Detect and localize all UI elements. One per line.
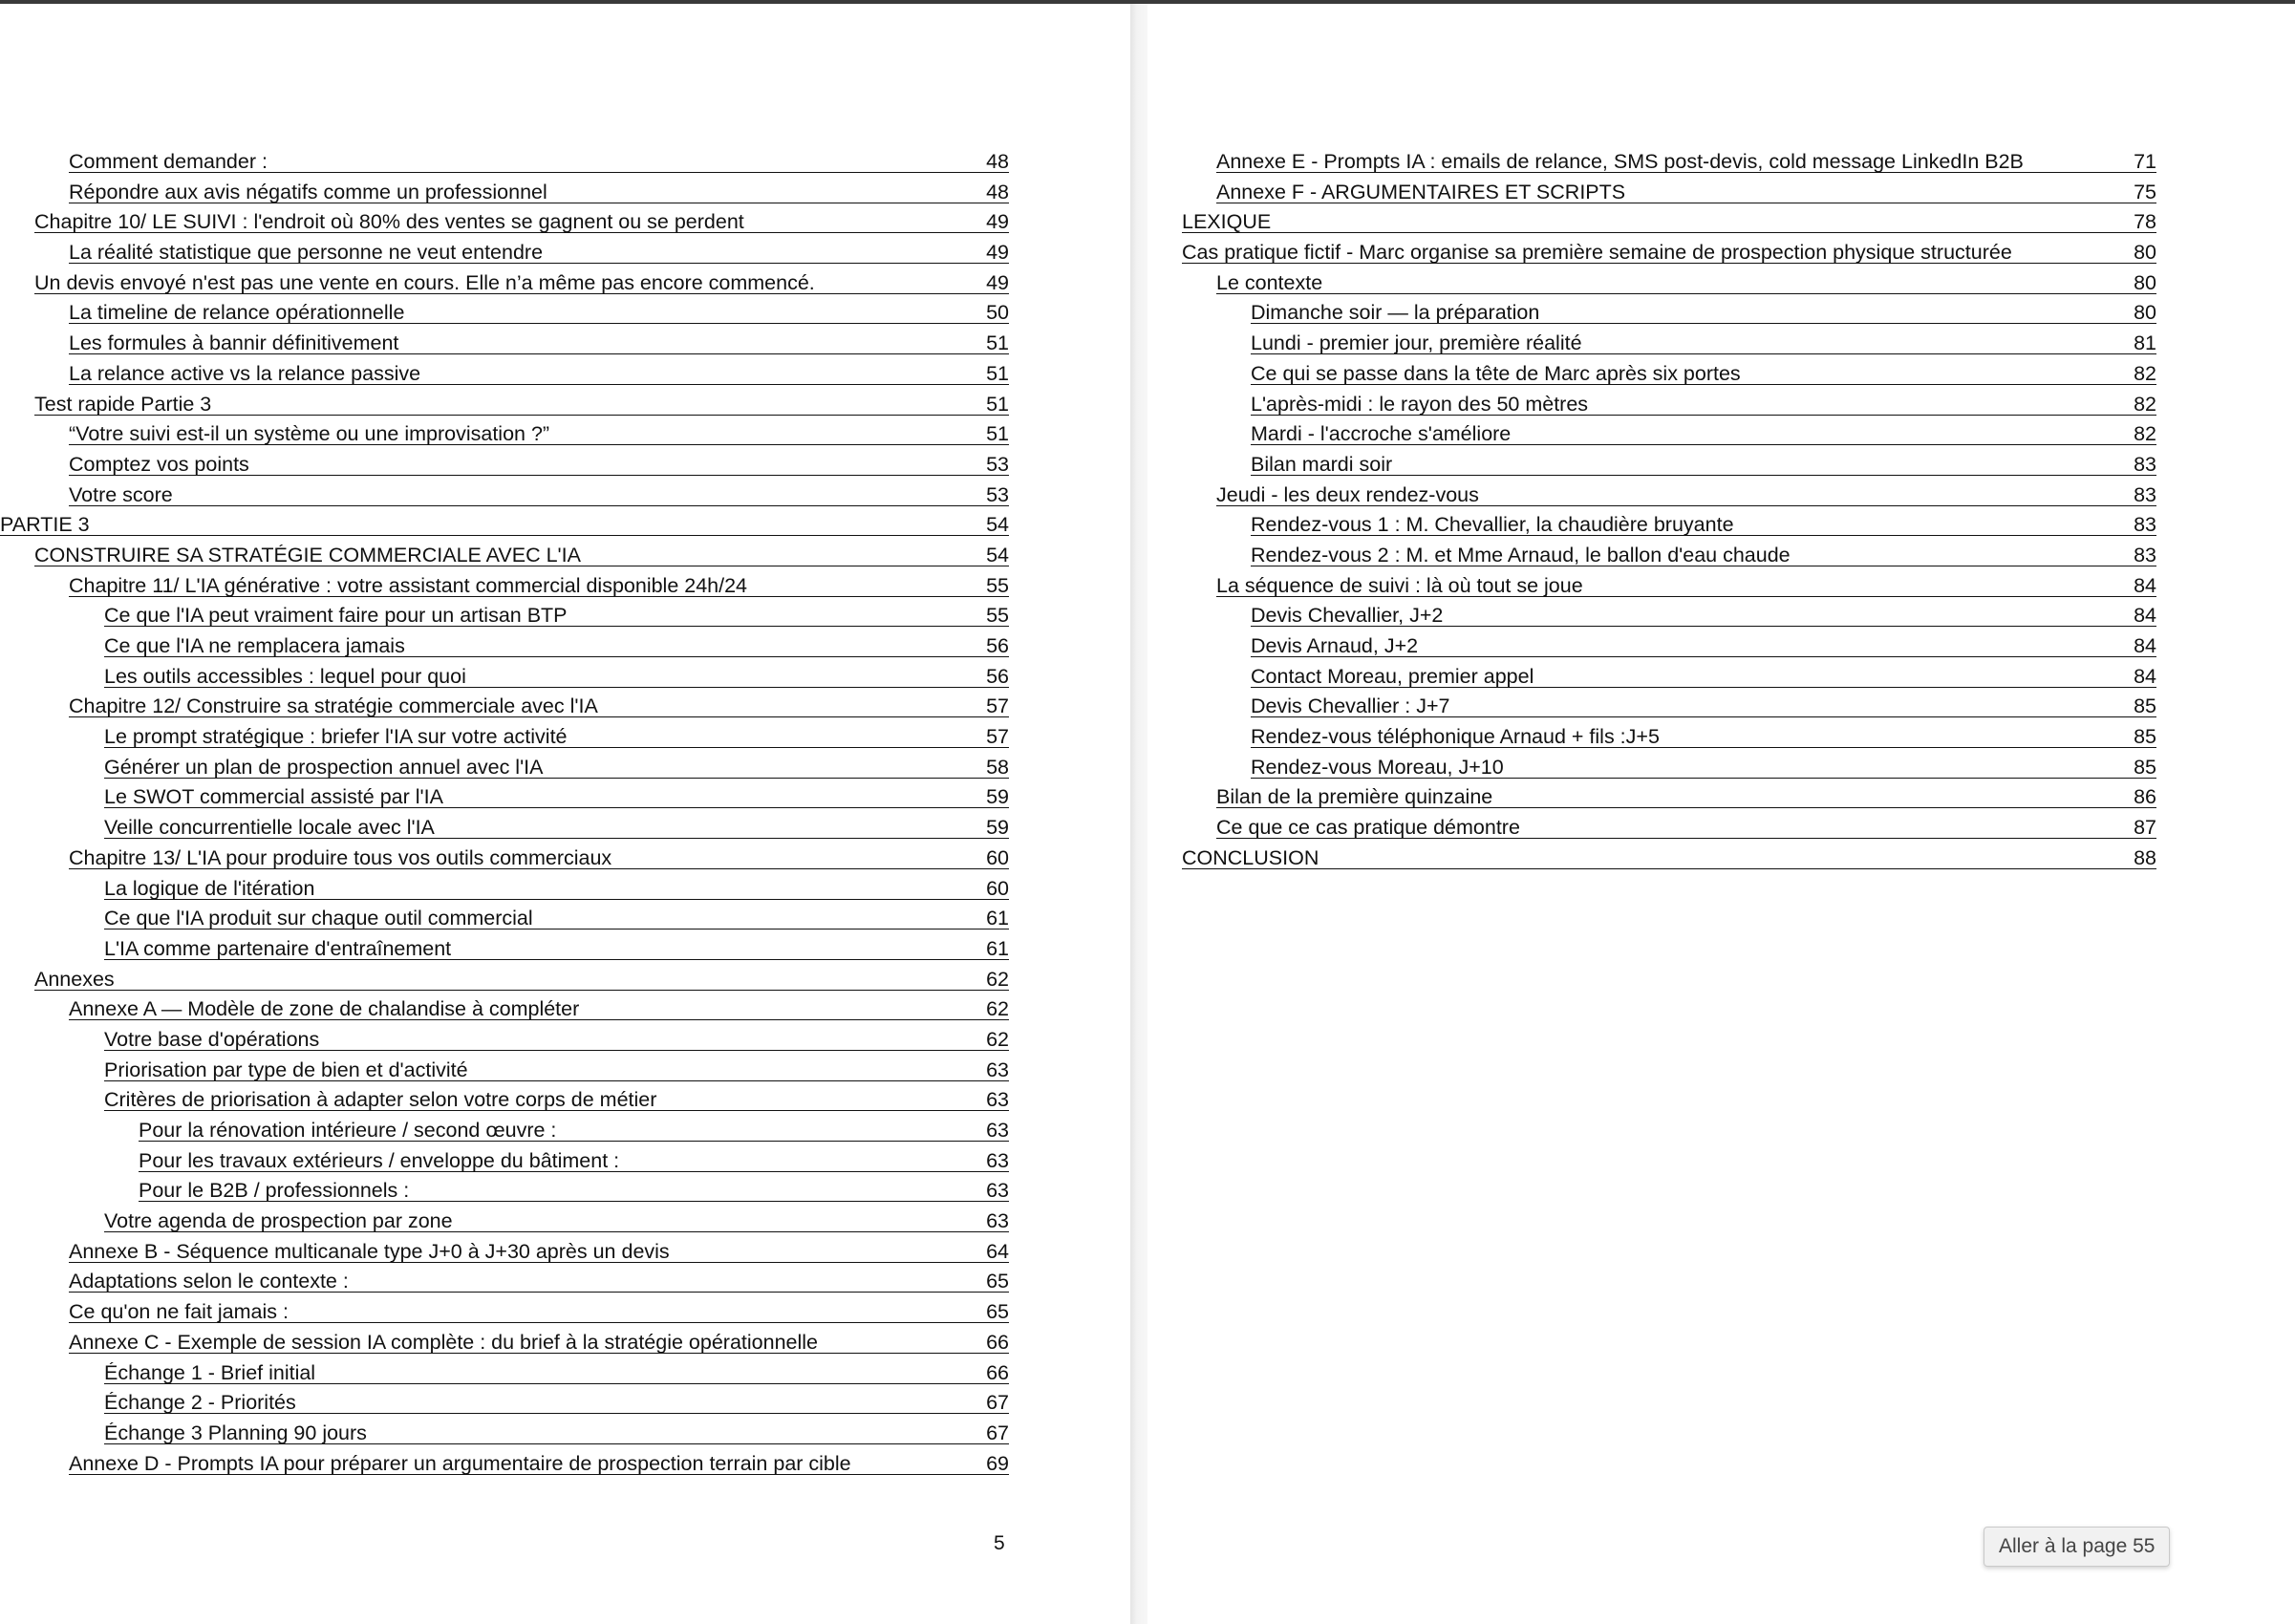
toc-entry-link[interactable] bbox=[104, 755, 1009, 779]
toc-entry-title: Devis Arnaud, J+2 bbox=[1251, 635, 1419, 656]
toc-entry-link[interactable] bbox=[69, 1299, 1009, 1323]
toc-entry-link[interactable] bbox=[139, 1178, 1009, 1202]
toc-entry-page: 82 bbox=[2134, 361, 2156, 385]
toc-entry[interactable] bbox=[0, 599, 1009, 630]
toc-entry-title: L'après-midi : le rayon des 50 mètres bbox=[1251, 393, 1589, 415]
toc-entry-title: Adaptations selon le contexte : bbox=[69, 1271, 349, 1293]
toc-entry-page: 51 bbox=[986, 361, 1009, 385]
toc-entry-page: 51 bbox=[986, 331, 1009, 355]
toc-entry[interactable] bbox=[0, 1326, 1009, 1357]
toc-entry-page: 49 bbox=[986, 241, 1009, 265]
toc-entry[interactable] bbox=[0, 993, 1009, 1023]
toc-entry-page: 80 bbox=[2134, 301, 2156, 325]
toc-entry-page: 83 bbox=[2134, 452, 2156, 476]
toc-entry-page: 82 bbox=[2134, 392, 2156, 416]
toc-entry[interactable] bbox=[0, 751, 1009, 781]
toc-entry-title: Annexes bbox=[34, 968, 115, 990]
toc-entry[interactable] bbox=[0, 1023, 1009, 1054]
toc-entry[interactable] bbox=[0, 205, 1009, 236]
toc-entry[interactable] bbox=[1182, 327, 2156, 357]
toc-entry-page: 60 bbox=[986, 876, 1009, 900]
toc-entry-title: Les formules à bannir définitivement bbox=[69, 332, 399, 354]
toc-entry-link[interactable] bbox=[104, 724, 1009, 748]
toc-entry[interactable] bbox=[0, 842, 1009, 872]
toc-entry-title: Critères de priorisation à adapter selon votre corps de métier bbox=[104, 1089, 657, 1111]
toc-entry-page: 71 bbox=[2134, 150, 2156, 173]
toc-entry-title: Dimanche soir — la préparation bbox=[1251, 302, 1540, 324]
toc-entry[interactable] bbox=[1182, 205, 2156, 236]
toc-entry-link[interactable] bbox=[104, 1087, 1009, 1111]
toc-entry[interactable] bbox=[0, 932, 1009, 963]
toc-entry-title: Annexe D - Prompts IA pour préparer un argumentaire de prospection terrain par cible bbox=[69, 1452, 851, 1474]
toc-entry-title: Devis Chevallier, J+2 bbox=[1251, 605, 1444, 627]
toc-entry-page: 61 bbox=[986, 907, 1009, 930]
toc-entry-link[interactable] bbox=[34, 543, 1009, 566]
page-right bbox=[1148, 4, 2295, 1624]
toc-entry-page: 82 bbox=[2134, 422, 2156, 446]
toc-entry-link[interactable] bbox=[1251, 331, 2156, 354]
toc-entry-page: 61 bbox=[986, 936, 1009, 960]
toc-entry-title: La séquence de suivi : là où tout se joue bbox=[1216, 574, 1583, 596]
toc-entry[interactable] bbox=[0, 267, 1009, 297]
toc-entry-page: 59 bbox=[986, 816, 1009, 840]
toc-entry[interactable] bbox=[1182, 176, 2156, 206]
toc-entry[interactable] bbox=[1182, 690, 2156, 720]
toc-entry-link[interactable] bbox=[1251, 694, 2156, 717]
toc-entry-link[interactable] bbox=[69, 482, 1009, 506]
toc-entry-title: Rendez-vous 2 : M. et Mme Arnaud, le ballon d'eau chaude bbox=[1251, 544, 1791, 566]
toc-entry-title: Votre score bbox=[69, 483, 173, 505]
toc-entry-title: Annexe C - Exemple de session IA complète : du brief à la stratégie opérationnelle bbox=[69, 1331, 819, 1353]
toc-entry-title: Répondre aux avis négatifs comme un professionnel bbox=[69, 181, 547, 203]
toc-entry-link[interactable] bbox=[104, 936, 1009, 960]
toc-entry[interactable] bbox=[1182, 145, 2156, 176]
toc-entry-page: 55 bbox=[986, 604, 1009, 628]
toc-entry-page: 63 bbox=[986, 1119, 1009, 1142]
toc-entry-link[interactable] bbox=[1251, 603, 2156, 627]
toc-entry[interactable] bbox=[1182, 417, 2156, 448]
toc-entry-title: Ce qu'on ne fait jamais : bbox=[69, 1301, 289, 1323]
toc-entry-link[interactable] bbox=[104, 633, 1009, 657]
toc-entry-link[interactable] bbox=[69, 1269, 1009, 1293]
toc-entry[interactable] bbox=[0, 1265, 1009, 1295]
toc-entry-page: 67 bbox=[986, 1391, 1009, 1415]
toc-entry-title: PARTIE 3 bbox=[0, 514, 90, 536]
toc-entry-title: Ce que l'IA ne remplacera jamais bbox=[104, 635, 405, 656]
toc-entry-title: Échange 3 Planning 90 jours bbox=[104, 1421, 367, 1443]
toc-entry[interactable] bbox=[0, 1144, 1009, 1175]
toc-entry-link[interactable] bbox=[104, 906, 1009, 930]
toc-entry-title: Générer un plan de prospection annuel avec l'IA bbox=[104, 756, 544, 778]
toc-entry-page: 57 bbox=[986, 725, 1009, 749]
toc-entry-page: 50 bbox=[986, 301, 1009, 325]
toc-entry-title: “Votre suivi est-il un système ou une improvisation ?” bbox=[69, 423, 550, 445]
toc-entry-title: Chapitre 12/ Construire sa stratégie commerciale avec l'IA bbox=[69, 695, 598, 717]
toc-entry-title: Les outils accessibles : lequel pour quoi bbox=[104, 665, 466, 687]
toc-entry-page: 65 bbox=[986, 1270, 1009, 1293]
toc-entry[interactable] bbox=[1182, 479, 2156, 509]
toc-entry-title: Annexe F - ARGUMENTAIRES ET SCRIPTS bbox=[1216, 181, 1626, 203]
toc-entry-page: 85 bbox=[2134, 725, 2156, 749]
toc-entry-link[interactable] bbox=[104, 876, 1009, 900]
toc-entry-link[interactable] bbox=[1251, 755, 2156, 779]
toc-entry-link[interactable] bbox=[1216, 815, 2156, 839]
toc-entry-link[interactable] bbox=[34, 967, 1009, 991]
toc-entry-page: 84 bbox=[2134, 664, 2156, 688]
toc-entry-link[interactable] bbox=[1182, 845, 2156, 869]
toc-entry-title: Lundi - premier jour, première réalité bbox=[1251, 332, 1582, 354]
toc-entry-page: 84 bbox=[2134, 634, 2156, 657]
toc-entry-title: Veille concurrentielle locale avec l'IA bbox=[104, 817, 435, 839]
toc-entry[interactable] bbox=[1182, 357, 2156, 388]
toc-entry-page: 62 bbox=[986, 967, 1009, 991]
toc-entry[interactable] bbox=[1182, 630, 2156, 660]
toc-entry-title: La timeline de relance opérationnelle bbox=[69, 302, 405, 324]
toc-entry-link[interactable] bbox=[104, 815, 1009, 839]
toc-entry-title: Comptez vos points bbox=[69, 453, 249, 475]
toc-entry-title: Chapitre 10/ LE SUIVI : l'endroit où 80% des ventes se gagnent ou se perdent bbox=[34, 211, 744, 233]
toc-entry-link[interactable] bbox=[69, 180, 1009, 203]
toc-entry[interactable] bbox=[0, 417, 1009, 448]
toc-entry-page: 87 bbox=[2134, 816, 2156, 840]
toc-entry-link[interactable] bbox=[69, 452, 1009, 476]
page-number: 5 bbox=[994, 1532, 1005, 1554]
toc-entry-page: 84 bbox=[2134, 573, 2156, 597]
toc-entry-page: 83 bbox=[2134, 543, 2156, 566]
toc-entry-page: 83 bbox=[2134, 482, 2156, 506]
toc-entry-title: Le contexte bbox=[1216, 271, 1323, 293]
toc-entry[interactable] bbox=[0, 236, 1009, 267]
toc-entry-page: 85 bbox=[2134, 755, 2156, 779]
toc-entry-title: Pour les travaux extérieurs / enveloppe du bâtiment : bbox=[139, 1149, 620, 1171]
toc-entry-page: 65 bbox=[986, 1300, 1009, 1324]
toc-entry[interactable] bbox=[0, 1205, 1009, 1235]
toc-entry-title: Ce qui se passe dans la tête de Marc après six portes bbox=[1251, 362, 1741, 384]
toc-entry-link[interactable] bbox=[1251, 724, 2156, 748]
toc-entry-title: Annexe A — Modèle de zone de chalandise à compléter bbox=[69, 998, 580, 1020]
toc-entry-link[interactable] bbox=[139, 1118, 1009, 1142]
toc-entry[interactable] bbox=[0, 1114, 1009, 1144]
toc-entry-page: 69 bbox=[986, 1451, 1009, 1475]
toc-entry[interactable] bbox=[0, 479, 1009, 509]
toc-entry-page: 80 bbox=[2134, 270, 2156, 294]
toc-entry[interactable] bbox=[0, 145, 1009, 176]
toc-entry-title: Chapitre 13/ L'IA pour produire tous vos outils commerciaux bbox=[69, 846, 612, 868]
toc-entry-link[interactable] bbox=[69, 331, 1009, 354]
toc-entry[interactable] bbox=[0, 1357, 1009, 1387]
toc-entry[interactable] bbox=[1182, 539, 2156, 569]
toc-entry-title: Ce que l'IA peut vraiment faire pour un artisan BTP bbox=[104, 605, 568, 627]
toc-entry-title: Mardi - l'accroche s'améliore bbox=[1251, 423, 1512, 445]
toc-entry[interactable] bbox=[0, 1386, 1009, 1417]
toc-entry-link[interactable] bbox=[1251, 361, 2156, 385]
toc-entry-link[interactable] bbox=[104, 1208, 1009, 1232]
table-of-contents-right bbox=[1182, 145, 2156, 872]
toc-entry-title: La relance active vs la relance passive bbox=[69, 362, 421, 384]
toc-entry-title: CONSTRUIRE SA STRATÉGIE COMMERCIALE AVEC L'IA bbox=[34, 544, 581, 566]
toc-entry-page: 67 bbox=[986, 1421, 1009, 1444]
toc-entry[interactable] bbox=[0, 630, 1009, 660]
page-gutter bbox=[1130, 4, 1148, 1624]
toc-entry-link[interactable] bbox=[1216, 180, 2156, 203]
table-of-contents-left bbox=[0, 145, 1009, 1477]
toc-entry-title: Le SWOT commercial assisté par l'IA bbox=[104, 786, 443, 808]
toc-entry-link[interactable] bbox=[1251, 633, 2156, 657]
toc-entry-page: 55 bbox=[986, 573, 1009, 597]
toc-entry-page: 78 bbox=[2134, 210, 2156, 234]
toc-entry-link[interactable] bbox=[69, 1330, 1009, 1354]
toc-entry-link[interactable] bbox=[69, 694, 1009, 717]
toc-entry-title: CONCLUSION bbox=[1182, 846, 1319, 868]
toc-entry-page: 63 bbox=[986, 1058, 1009, 1081]
toc-entry[interactable] bbox=[0, 357, 1009, 388]
toc-entry[interactable] bbox=[0, 1174, 1009, 1205]
toc-entry-link[interactable] bbox=[1216, 573, 2156, 597]
toc-entry-page: 48 bbox=[986, 180, 1009, 203]
toc-entry[interactable] bbox=[0, 1235, 1009, 1266]
toc-entry-page: 54 bbox=[986, 543, 1009, 566]
toc-entry-title: Échange 1 - Brief initial bbox=[104, 1361, 316, 1383]
toc-entry[interactable] bbox=[0, 508, 1009, 539]
toc-entry-title: Votre base d'opérations bbox=[104, 1028, 320, 1050]
toc-entry-link[interactable] bbox=[1216, 270, 2156, 294]
toc-entry-page: 66 bbox=[986, 1360, 1009, 1384]
toc-entry-link[interactable] bbox=[1251, 543, 2156, 566]
toc-entry-title: LEXIQUE bbox=[1182, 211, 1272, 233]
toc-entry-link[interactable] bbox=[1251, 300, 2156, 324]
toc-entry-title: Pour la rénovation intérieure / second œuvre : bbox=[139, 1120, 557, 1141]
toc-entry-link[interactable] bbox=[34, 270, 1009, 294]
toc-entry-link[interactable] bbox=[104, 664, 1009, 688]
toc-entry[interactable] bbox=[0, 1054, 1009, 1084]
toc-entry[interactable] bbox=[0, 963, 1009, 994]
toc-entry-link[interactable] bbox=[104, 1360, 1009, 1384]
toc-entry[interactable] bbox=[1182, 660, 2156, 691]
toc-entry-link[interactable] bbox=[34, 392, 1009, 416]
page-left bbox=[0, 4, 1130, 1624]
toc-entry-link[interactable] bbox=[1182, 240, 2156, 264]
toc-entry-page: 57 bbox=[986, 694, 1009, 718]
toc-entry-title: La logique de l'itération bbox=[104, 877, 315, 899]
toc-entry-title: Ce que l'IA produit sur chaque outil commercial bbox=[104, 908, 533, 930]
toc-entry-link[interactable] bbox=[69, 1239, 1009, 1263]
toc-entry-link[interactable] bbox=[69, 149, 1009, 173]
toc-entry[interactable] bbox=[0, 720, 1009, 751]
go-to-page-button[interactable]: Aller à la page 55 bbox=[1984, 1527, 2170, 1567]
toc-entry-title: Test rapide Partie 3 bbox=[34, 393, 212, 415]
toc-entry-title: Priorisation par type de bien et d'activité bbox=[104, 1058, 468, 1080]
toc-entry-title: Bilan mardi soir bbox=[1251, 453, 1393, 475]
toc-entry-page: 84 bbox=[2134, 604, 2156, 628]
toc-entry[interactable] bbox=[1182, 842, 2156, 872]
toc-entry-link[interactable] bbox=[139, 1148, 1009, 1172]
toc-entry-link[interactable] bbox=[104, 784, 1009, 808]
toc-entry[interactable] bbox=[0, 569, 1009, 600]
toc-entry-link[interactable] bbox=[1251, 664, 2156, 688]
toc-entry-title: La réalité statistique que personne ne veut entendre bbox=[69, 242, 544, 264]
toc-entry[interactable] bbox=[1182, 296, 2156, 327]
toc-entry-page: 64 bbox=[986, 1239, 1009, 1263]
toc-entry-page: 53 bbox=[986, 482, 1009, 506]
toc-entry-link[interactable] bbox=[69, 361, 1009, 385]
toc-entry[interactable] bbox=[0, 539, 1009, 569]
toc-entry-link[interactable] bbox=[69, 240, 1009, 264]
toc-entry-title: Pour le B2B / professionnels : bbox=[139, 1180, 410, 1202]
toc-entry[interactable] bbox=[1182, 388, 2156, 418]
toc-entry[interactable] bbox=[1182, 780, 2156, 811]
toc-entry[interactable] bbox=[0, 811, 1009, 842]
toc-entry-title: Le prompt stratégique : briefer l'IA sur votre activité bbox=[104, 726, 568, 748]
toc-entry[interactable] bbox=[0, 1447, 1009, 1478]
toc-entry-page: 59 bbox=[986, 785, 1009, 809]
toc-entry-title: Un devis envoyé n'est pas une vente en cours. Elle n’a même pas encore commencé. bbox=[34, 271, 815, 293]
toc-entry-title: Échange 2 - Priorités bbox=[104, 1392, 296, 1414]
toc-entry[interactable] bbox=[0, 388, 1009, 418]
toc-entry-title: Contact Moreau, premier appel bbox=[1251, 665, 1534, 687]
toc-entry[interactable] bbox=[1182, 569, 2156, 600]
toc-entry[interactable] bbox=[0, 327, 1009, 357]
toc-entry-page: 51 bbox=[986, 422, 1009, 446]
toc-entry-title: Annexe B - Séquence multicanale type J+0 à J+30 après un devis bbox=[69, 1240, 670, 1262]
toc-entry-title: Annexe E - Prompts IA : emails de relance, SMS post-devis, cold message LinkedIn B2B bbox=[1216, 151, 2024, 172]
toc-entry-title: Ce que ce cas pratique démontre bbox=[1216, 817, 1520, 839]
toc-entry[interactable] bbox=[0, 176, 1009, 206]
toc-entry[interactable] bbox=[0, 872, 1009, 903]
toc-entry-link[interactable] bbox=[104, 1058, 1009, 1081]
toc-entry-title: Bilan de la première quinzaine bbox=[1216, 786, 1493, 808]
toc-entry-page: 63 bbox=[986, 1148, 1009, 1172]
toc-entry-page: 63 bbox=[986, 1088, 1009, 1112]
toc-entry[interactable] bbox=[1182, 599, 2156, 630]
toc-entry[interactable] bbox=[0, 1083, 1009, 1114]
toc-entry[interactable] bbox=[0, 448, 1009, 479]
toc-entry-page: 48 bbox=[986, 150, 1009, 173]
toc-entry-page: 54 bbox=[986, 513, 1009, 537]
toc-entry[interactable] bbox=[1182, 720, 2156, 751]
toc-entry-page: 83 bbox=[2134, 513, 2156, 537]
toc-entry[interactable] bbox=[1182, 448, 2156, 479]
toc-entry[interactable] bbox=[1182, 508, 2156, 539]
toc-entry-link[interactable] bbox=[1251, 421, 2156, 445]
toc-entry-title: Chapitre 11/ L'IA générative : votre assistant commercial disponible 24h/24 bbox=[69, 574, 748, 596]
toc-entry[interactable] bbox=[0, 660, 1009, 691]
toc-entry-link[interactable] bbox=[1216, 482, 2156, 506]
toc-entry-title: Rendez-vous 1 : M. Chevallier, la chaudière bruyante bbox=[1251, 514, 1734, 536]
toc-entry-title: Rendez-vous téléphonique Arnaud + fils :J+5 bbox=[1251, 726, 1660, 748]
toc-entry-page: 49 bbox=[986, 270, 1009, 294]
toc-entry-title: Rendez-vous Moreau, J+10 bbox=[1251, 756, 1504, 778]
toc-entry[interactable] bbox=[0, 690, 1009, 720]
toc-entry-page: 80 bbox=[2134, 241, 2156, 265]
toc-entry-title: Devis Chevallier : J+7 bbox=[1251, 695, 1450, 717]
toc-entry-page: 62 bbox=[986, 997, 1009, 1021]
toc-entry-page: 85 bbox=[2134, 694, 2156, 718]
toc-entry-link[interactable] bbox=[104, 603, 1009, 627]
toc-entry-page: 63 bbox=[986, 1209, 1009, 1233]
toc-entry[interactable] bbox=[1182, 236, 2156, 267]
document-viewer[interactable] bbox=[0, 4, 2295, 1624]
toc-entry[interactable] bbox=[1182, 811, 2156, 842]
toc-entry-page: 81 bbox=[2134, 331, 2156, 355]
toc-entry-page: 51 bbox=[986, 392, 1009, 416]
toc-entry-link[interactable] bbox=[69, 996, 1009, 1020]
toc-entry-page: 60 bbox=[986, 845, 1009, 869]
toc-entry-page: 63 bbox=[986, 1179, 1009, 1203]
toc-entry-title: Votre agenda de prospection par zone bbox=[104, 1210, 453, 1232]
toc-entry-title: Cas pratique fictif - Marc organise sa première semaine de prospection physique structurée bbox=[1182, 242, 2012, 264]
toc-entry[interactable] bbox=[0, 780, 1009, 811]
toc-entry-page: 88 bbox=[2134, 845, 2156, 869]
toc-entry-link[interactable] bbox=[34, 209, 1009, 233]
toc-entry-link[interactable] bbox=[1251, 392, 2156, 416]
toc-entry[interactable] bbox=[1182, 751, 2156, 781]
toc-entry-page: 66 bbox=[986, 1330, 1009, 1354]
toc-entry[interactable] bbox=[0, 296, 1009, 327]
toc-entry-page: 62 bbox=[986, 1027, 1009, 1051]
toc-entry-link[interactable] bbox=[104, 1421, 1009, 1444]
toc-entry-link[interactable] bbox=[69, 300, 1009, 324]
toc-entry-link[interactable] bbox=[0, 512, 1009, 536]
toc-entry-link[interactable] bbox=[69, 845, 1009, 869]
toc-entry[interactable] bbox=[1182, 267, 2156, 297]
toc-entry-link[interactable] bbox=[1251, 452, 2156, 476]
toc-entry-page: 75 bbox=[2134, 180, 2156, 203]
toc-entry-link[interactable] bbox=[1216, 149, 2156, 173]
toc-entry-title: Comment demander : bbox=[69, 151, 268, 172]
toc-entry-title: L'IA comme partenaire d'entraînement bbox=[104, 937, 452, 959]
toc-entry[interactable] bbox=[0, 1295, 1009, 1326]
toc-entry-link[interactable] bbox=[104, 1027, 1009, 1051]
toc-entry-title: Jeudi - les deux rendez-vous bbox=[1216, 483, 1479, 505]
toc-entry-link[interactable] bbox=[1251, 512, 2156, 536]
toc-entry-page: 56 bbox=[986, 634, 1009, 657]
toc-entry-page: 56 bbox=[986, 664, 1009, 688]
toc-entry-link[interactable] bbox=[1182, 209, 2156, 233]
toc-entry[interactable] bbox=[0, 1417, 1009, 1447]
toc-entry-page: 49 bbox=[986, 210, 1009, 234]
toc-entry-link[interactable] bbox=[69, 1451, 1009, 1475]
toc-entry-link[interactable] bbox=[69, 573, 1009, 597]
toc-entry-link[interactable] bbox=[69, 421, 1009, 445]
toc-entry-link[interactable] bbox=[1216, 784, 2156, 808]
toc-entry-page: 58 bbox=[986, 755, 1009, 779]
toc-entry-page: 86 bbox=[2134, 785, 2156, 809]
toc-entry-link[interactable] bbox=[104, 1390, 1009, 1414]
toc-entry[interactable] bbox=[0, 902, 1009, 932]
toc-entry-page: 53 bbox=[986, 452, 1009, 476]
